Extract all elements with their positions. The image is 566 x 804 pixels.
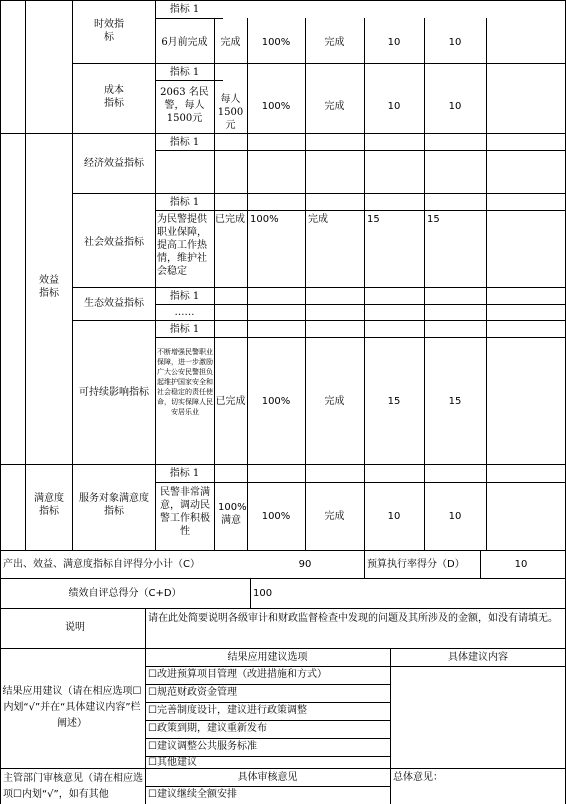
content-header: 具体建议内容 — [448, 652, 508, 663]
economic-indicator: 指标 1 — [169, 137, 200, 148]
benefit-group-label: 效益指标 — [39, 275, 59, 299]
option-continue-full[interactable]: ☐建议继续全额安排 — [148, 789, 237, 800]
sustainable-content: 不断增强民警职业保障，进一步激励广大公安民警担负起维护国家安全和社会稳定的责任使命，切实保障人民安居乐业 — [157, 348, 213, 416]
satisfaction-label: 服务对象满意度指标 — [79, 493, 149, 517]
option-adjust-standard[interactable]: ☐建议调整公共服务标准 — [148, 741, 257, 752]
satisfaction-actual: 100%满意 — [218, 502, 247, 526]
ecological-label: 生态效益指标 — [84, 298, 144, 309]
timeliness-indicator: 指标 1 — [169, 4, 200, 15]
timeliness-score2: 10 — [448, 37, 462, 48]
satisfaction-score2: 10 — [448, 511, 462, 522]
sustainable-indicator: 指标 1 — [169, 324, 200, 335]
option-policy-adjust[interactable]: ☐完善制度设计，建议进行政策调整 — [148, 705, 307, 716]
timeliness-status: 完成 — [324, 37, 345, 48]
cost-label: 成本指标 — [104, 85, 124, 109]
option-improve-management[interactable]: ☐改进预算项目管理（改进措施和方式） — [148, 669, 327, 680]
cost-status: 完成 — [324, 101, 345, 112]
timeliness-actual: 完成 — [220, 37, 241, 48]
options-header: 结果应用建议选项 — [227, 652, 308, 663]
sustainable-weight: 100% — [261, 396, 291, 407]
ecological-dots: …… — [174, 307, 195, 318]
option-other[interactable]: ☐其他建议 — [148, 757, 197, 768]
sustainable-score2: 15 — [448, 396, 462, 407]
social-label: 社会效益指标 — [84, 237, 144, 248]
timeliness-weight: 100% — [261, 37, 291, 48]
satisfaction-content: 民警非常满意，调动民警工作积极性 — [160, 487, 210, 537]
review-overall: 总体意见： — [393, 772, 443, 783]
total-value: 100 — [253, 588, 273, 599]
economic-label: 经济效益指标 — [84, 158, 144, 169]
cost-score2: 10 — [448, 101, 462, 112]
subtotal-label: 产出、效益、满意度指标自评得分小计（C） — [3, 559, 200, 570]
budget-label: 预算执行率得分（D） — [367, 559, 465, 570]
social-score1: 15 — [367, 214, 380, 225]
total-label: 绩效自评总得分（C+D） — [68, 588, 182, 599]
budget-value: 10 — [514, 559, 528, 570]
cost-indicator: 指标 1 — [169, 67, 200, 78]
sustainable-label: 可持续影响指标 — [79, 387, 149, 398]
timeliness-label: 时效指标 — [94, 19, 124, 43]
satisfaction-status: 完成 — [324, 511, 345, 522]
option-policy-republish[interactable]: ☐政策到期，建议重新发布 — [148, 723, 267, 734]
cost-actual: 每人1500元 — [217, 94, 244, 131]
social-score2: 15 — [427, 214, 440, 225]
satisfaction-indicator: 指标 1 — [169, 468, 200, 479]
note-label: 说明 — [65, 622, 85, 633]
sustainable-status: 完成 — [324, 396, 345, 407]
review-detail-header: 具体审核意见 — [237, 772, 298, 783]
satisfaction-weight: 100% — [261, 511, 291, 522]
sustainable-actual: 已完成 — [215, 396, 246, 407]
satisfaction-score1: 10 — [387, 511, 401, 522]
review-label: 主管部门审核意见（请在相应选项☐内划“√”，如有其他 — [3, 773, 143, 800]
social-weight: 100% — [250, 214, 279, 225]
sustainable-score1: 15 — [387, 396, 401, 407]
timeliness-score1: 10 — [387, 37, 401, 48]
note-text: 请在此处简要说明各级审计和财政监督检查中发现的问题及其所涉及的金额，如没有请填无。 — [148, 613, 558, 624]
cost-score1: 10 — [387, 101, 401, 112]
ecological-indicator: 指标 1 — [169, 291, 200, 302]
timeliness-content: 6月前完成 — [161, 37, 208, 48]
cost-weight: 100% — [261, 101, 291, 112]
satisfaction-group-label: 满意度指标 — [34, 493, 64, 517]
application-label: 结果应用建议（请在相应选项☐内划“√”并在“具体建议内容”栏阐述） — [2, 686, 142, 729]
subtotal-value: 90 — [298, 559, 312, 570]
cost-content: 2063 名民警，每人1500元 — [160, 87, 209, 124]
social-indicator: 指标 1 — [169, 197, 200, 208]
social-content: 为民警提供职业保障，提高工作热情，维护社会稳定 — [157, 214, 207, 277]
social-actual: 已完成 — [215, 214, 245, 225]
option-standardize-funds[interactable]: ☐规范财政资金管理 — [148, 687, 237, 698]
social-status: 完成 — [308, 214, 328, 225]
